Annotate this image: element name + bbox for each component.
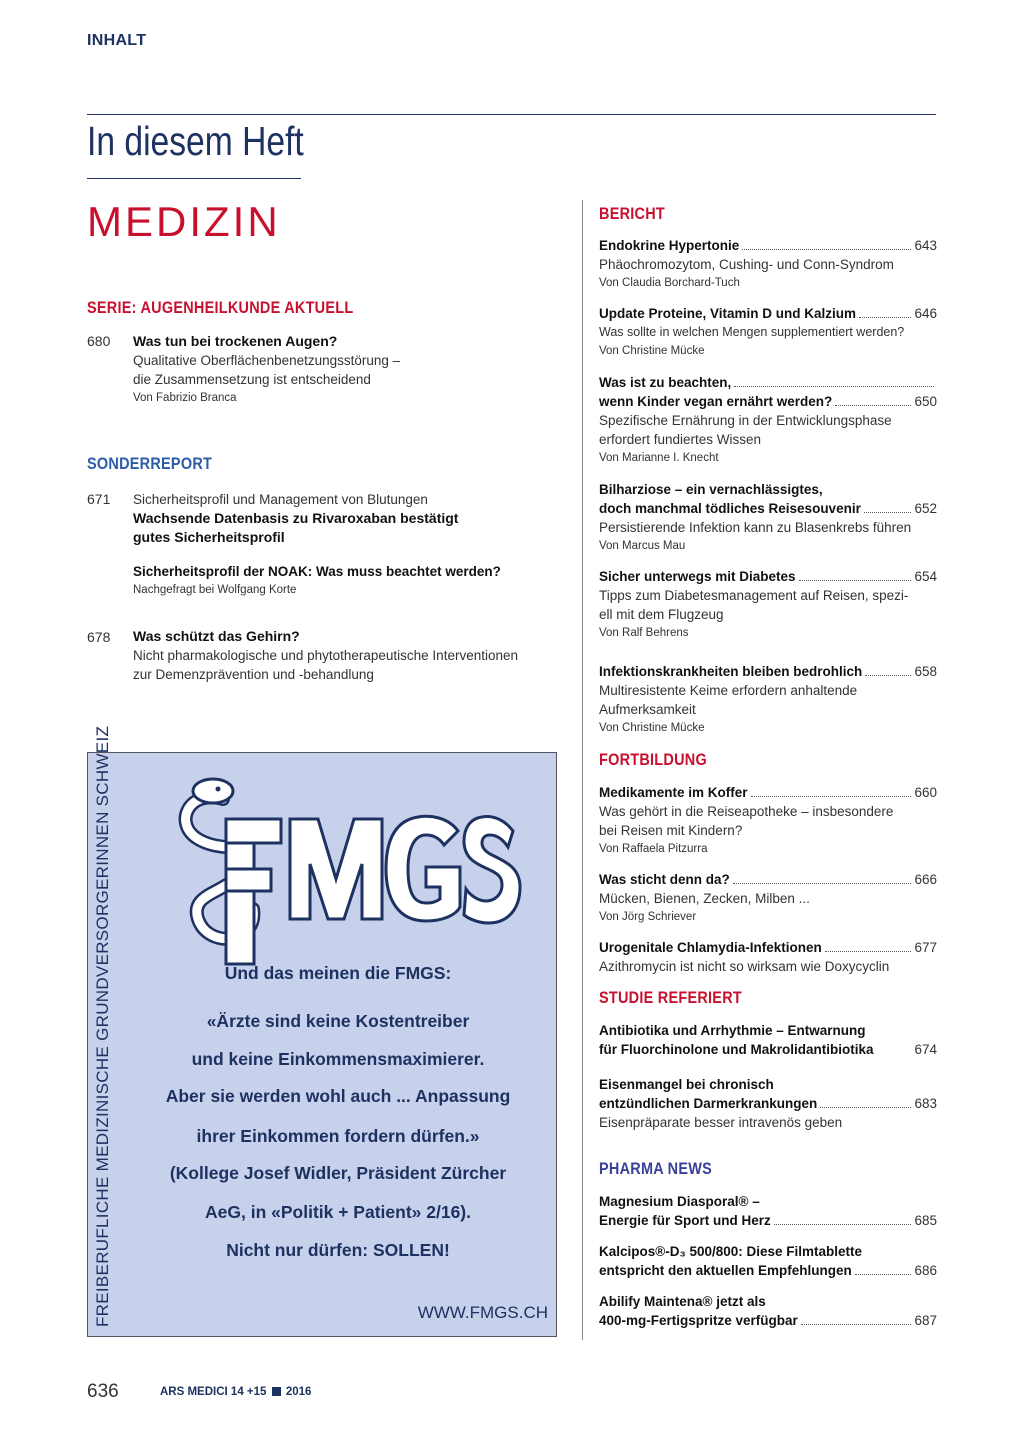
studie-1-title-2: für Fluorchinolone und Makrolidantibiotika	[599, 1042, 874, 1057]
fortbildung-entry-2[interactable]	[599, 870, 937, 927]
bericht-5-title: Sicher unterwegs mit Diabetes	[599, 569, 796, 584]
fortbildung-entry-3[interactable]	[599, 938, 937, 976]
journal-name: ARS MEDICI 14 +15	[160, 1386, 267, 1398]
fmgs-logo	[168, 769, 528, 969]
pharma-2-title-1: Kalcipos®-D₃ 500/800: Diese Filmtablette	[599, 1244, 863, 1259]
studie-entry-1[interactable]	[599, 1021, 937, 1059]
sonderreport-entry-1[interactable]	[133, 490, 458, 547]
bericht-6-author: Von Christine Mücke	[599, 722, 705, 734]
studie-1-title-1: Antibiotika und Arrhythmie – Entwarnung	[599, 1023, 866, 1038]
bericht-5-sub-2: ell mit dem Flugzeug	[599, 607, 724, 622]
fortbildung-1-page: 660	[914, 785, 937, 800]
pharma-2-title-2: entspricht den aktuellen Empfehlungen	[599, 1263, 852, 1278]
bericht-2-sub: Was sollte in welchen Mengen supplementiert werden?	[599, 325, 905, 339]
ad-vertical-text: FREIBERUFLICHE MEDIZINISCHE GRUNDVERSORGERINNEN SCHWEIZ	[93, 725, 112, 1327]
pharma-heading: PHARMA NEWS	[599, 1159, 713, 1178]
bericht-6-sub-2: Aufmerksamkeit	[599, 702, 696, 717]
studie-2-page: 683	[914, 1096, 937, 1111]
journal-info	[160, 1386, 311, 1398]
category-title: MEDIZIN	[87, 198, 281, 245]
page-number: 636	[87, 1381, 119, 1402]
sonderreport-entry-2[interactable]	[133, 562, 501, 600]
fortbildung-heading: FORTBILDUNG	[599, 750, 707, 769]
bericht-5-page: 654	[914, 569, 937, 584]
fmgs-advertisement	[87, 725, 557, 1337]
pharma-3-title-1: Abilify Maintena® jetzt als	[599, 1294, 766, 1309]
bericht-1-sub: Phäochromozytom, Cushing- und Conn-Syndrom	[599, 257, 894, 272]
bericht-entry-3[interactable]	[599, 373, 937, 468]
bericht-entry-5[interactable]	[599, 567, 937, 643]
bericht-6-page: 658	[914, 664, 937, 679]
serie-author: Von Fabrizio Branca	[133, 392, 237, 404]
pharma-1-title-2: Energie für Sport und Herz	[599, 1213, 771, 1228]
serie-heading: SERIE: AUGENHEILKUNDE AKTUELL	[87, 298, 354, 317]
pharma-entry-3[interactable]	[599, 1292, 937, 1330]
page-title: In diesem Heft	[87, 118, 304, 164]
serie-title: Was tun bei trockenen Augen?	[133, 333, 338, 349]
fortbildung-1-sub-2: bei Reisen mit Kindern?	[599, 823, 743, 838]
bericht-3-sub-2: erfordert fundiertes Wissen	[599, 432, 762, 447]
bericht-2-page: 646	[914, 306, 937, 321]
bericht-4-page: 652	[914, 501, 937, 516]
bericht-entry-2[interactable]	[599, 304, 937, 361]
bericht-entry-4[interactable]	[599, 480, 937, 556]
ad-line-5: ihrer Einkommen fordern dürfen.»	[196, 1126, 480, 1146]
fortbildung-3-sub: Azithromycin ist nicht so wirksam wie Doxycyclin	[599, 959, 890, 974]
sonderreport-title-3: Was schützt das Gehirn?	[133, 628, 300, 644]
sonderreport-page-3: 678	[87, 629, 111, 645]
pharma-3-title-2: 400-mg-Fertigspritze verfügbar	[599, 1313, 798, 1328]
bericht-4-sub: Persistierende Infektion kann zu Blasenkrebs führen	[599, 520, 912, 535]
ad-line-6: (Kollege Josef Widler, Präsident Zürcher	[169, 1163, 507, 1183]
sonderreport-sub-3b: zur Demenzprävention und -behandlung	[133, 667, 374, 682]
sonderreport-entry-3[interactable]	[133, 627, 518, 684]
ad-line-1: Und das meinen die FMGS:	[224, 963, 452, 983]
bericht-1-title: Endokrine Hypertonie	[599, 238, 740, 253]
fortbildung-1-title: Medikamente im Koffer	[599, 785, 748, 800]
sonderreport-page-1: 671	[87, 491, 111, 507]
bericht-6-sub-1: Multiresistente Keime erfordern anhaltende	[599, 683, 858, 698]
pharma-1-title-1: Magnesium Diasporal® –	[599, 1194, 760, 1209]
studie-entry-2[interactable]	[599, 1075, 937, 1132]
pharma-entry-1[interactable]	[599, 1192, 937, 1230]
sonderreport-heading: SONDERREPORT	[87, 454, 213, 473]
sonderreport-title-2: Sicherheitsprofil der NOAK: Was muss beachtet werden?	[133, 564, 501, 579]
title-rule	[87, 178, 301, 179]
bericht-3-title-1: Was ist zu beachten,	[599, 375, 732, 390]
fortbildung-2-sub: Mücken, Bienen, Zecken, Milben ...	[599, 891, 810, 906]
bericht-1-author: Von Claudia Borchard-Tuch	[599, 277, 740, 289]
bericht-entry-6[interactable]	[599, 662, 937, 738]
sonderreport-author-2: Nachgefragt bei Wolfgang Korte	[133, 584, 297, 596]
bericht-4-author: Von Marcus Mau	[599, 540, 686, 552]
pharma-3-page: 687	[914, 1313, 937, 1328]
ad-line-4: Aber sie werden wohl auch ... Anpassung	[165, 1086, 511, 1106]
bericht-3-author: Von Marianne I. Knecht	[599, 452, 719, 464]
fortbildung-entry-1[interactable]	[599, 783, 937, 859]
sonderreport-title-1b: gutes Sicherheitsprofil	[133, 529, 285, 545]
studie-1-page: 674	[914, 1042, 937, 1057]
ad-url-link[interactable]: WWW.FMGS.CH	[417, 1303, 548, 1322]
serie-page: 680	[87, 333, 111, 349]
studie-2-title-1: Eisenmangel bei chronisch	[599, 1077, 774, 1092]
sonderreport-sub-3a: Nicht pharmakologische und phytotherapeutische Interventionen	[133, 648, 518, 663]
bericht-4-title-1: Bilharziose – ein vernachlässigtes,	[599, 482, 823, 497]
ad-line-7: AeG, in «Politik + Patient» 2/16).	[205, 1202, 471, 1222]
serie-subtitle-1: Qualitative Oberflächenbenetzungsstörung –	[133, 353, 401, 368]
pharma-2-page: 686	[914, 1263, 937, 1278]
fortbildung-2-page: 666	[914, 872, 937, 887]
bericht-2-author: Von Christine Mücke	[599, 345, 705, 357]
pharma-1-page: 685	[914, 1213, 937, 1228]
fortbildung-1-author: Von Raffaela Pitzurra	[599, 843, 708, 855]
bericht-entry-1[interactable]	[599, 236, 937, 293]
studie-heading: STUDIE REFERIERT	[599, 988, 742, 1007]
journal-year: 2016	[285, 1386, 312, 1398]
fortbildung-1-sub-1: Was gehört in die Reiseapotheke – insbesondere	[599, 804, 894, 819]
bericht-3-title-2: wenn Kinder vegan ernährt werden?	[599, 394, 833, 409]
fortbildung-3-page: 677	[914, 940, 937, 955]
column-divider	[582, 200, 583, 1340]
bericht-1-page: 643	[914, 238, 937, 253]
bericht-6-title: Infektionskrankheiten bleiben bedrohlich	[599, 664, 863, 679]
section-label: INHALT	[87, 32, 147, 49]
fortbildung-2-title: Was sticht denn da?	[599, 872, 730, 887]
fortbildung-3-title: Urogenitale Chlamydia-Infektionen	[599, 940, 822, 955]
top-rule	[87, 114, 936, 115]
pharma-entry-2[interactable]	[599, 1242, 937, 1280]
ad-line-8: Nicht nur dürfen: SOLLEN!	[226, 1240, 450, 1260]
serie-entry[interactable]	[133, 332, 400, 408]
bericht-5-sub-1: Tipps zum Diabetesmanagement auf Reisen, spezi-	[599, 588, 909, 603]
bericht-3-page: 650	[914, 394, 937, 409]
studie-2-title-2: entzündlichen Darmerkrankungen	[599, 1096, 818, 1111]
fortbildung-2-author: Von Jörg Schriever	[599, 911, 697, 923]
bericht-5-author: Von Ralf Behrens	[599, 627, 689, 639]
bericht-heading: BERICHT	[599, 204, 666, 223]
bericht-2-title: Update Proteine, Vitamin D und Kalzium	[599, 306, 857, 321]
studie-2-sub: Eisenpräparate besser intravenös geben	[599, 1115, 843, 1130]
sonderreport-title-1a: Wachsende Datenbasis zu Rivaroxaban bestätigt	[133, 510, 459, 526]
square-icon	[272, 1387, 281, 1396]
ad-line-2: «Ärzte sind keine Kostentreiber	[206, 1011, 470, 1031]
sonderreport-kicker: Sicherheitsprofil und Management von Blutungen	[133, 492, 428, 507]
serie-subtitle-2: die Zusammensetzung ist entscheidend	[133, 372, 371, 387]
bericht-3-sub-1: Spezifische Ernährung in der Entwicklungsphase	[599, 413, 892, 428]
bericht-4-title-2: doch manchmal tödliches Reisesouvenir	[599, 501, 861, 516]
ad-line-3: und keine Einkommensmaximierer.	[191, 1049, 485, 1069]
